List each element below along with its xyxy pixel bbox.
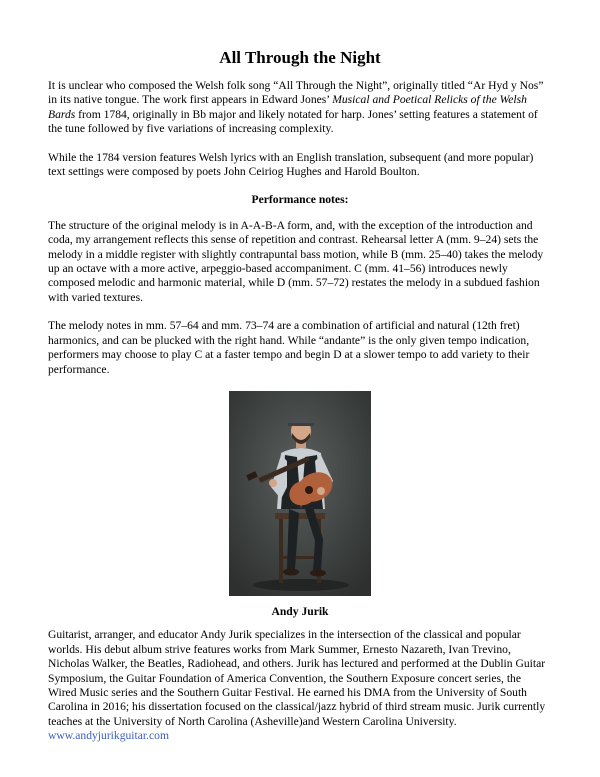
bio-paragraph [48, 628, 552, 743]
bio-text: Guitarist, arranger, and educator Andy Jurik specializes in the intersection of the classical and popular worlds. His debut album strive features works from Mark Summer, Ernesto Nazareth, Ivan Trevino, Nicholas Walker, the Beatles, Radiohead, and others. Jurik has lectured and performed at the Dublin Guitar Symposium, the Guitar Foundation of America Convention, the Southern Exposure concert series, the Wired Music series and the Southern Guitar Festival. He earned his DMA from the University of South Carolina in 2016; his dissertation focused on the classical/jazz hybrid of third stream music. Jurik currently teaches at the University of North Carolina (Asheville)and Western Carolina University. [48, 628, 546, 728]
photo-container [48, 391, 552, 596]
performance-notes-paragraph-1: The structure of the original melody is in A-A-B-A form, and, with the exception of the introduction and coda, my arrangement reflects this sense of repetition and contrast. Rehearsal letter A (mm. 9–24) sets the melody in a middle register with slightly contrapuntal bass motion, while B (mm. 25–40) takes the melody up an octave with a more active, arpeggio-based accompaniment. C (mm. 41–56) introduces newly composed melodic and harmonic material, while D (mm. 57–72) restates the melody in a subdued fashion with varied textures. [48, 218, 544, 304]
guitarist-photo [229, 391, 371, 596]
intro-text-end: from 1784, originally in Bb major and likely notated for harp. Jones’ setting features a statement of the tune followed by five variations of increasing complexity. [48, 107, 538, 136]
intro-paragraph-2: While the 1784 version features Welsh lyrics with an English translation, subsequent (and more popular) text settings were composed by poets John Ceiriog Hughes and Harold Boulton. [48, 150, 534, 179]
performance-notes-paragraph-2: The melody notes in mm. 57–64 and mm. 73–74 are a combination of artificial and natural (12th fret) harmonics, and can be plucked with the right hand. While “andante” is the only given tempo indication, performers may choose to play C at a faster tempo and begin D at a slower tempo to add variety to their performance. [48, 319, 530, 376]
intro-text-start: It is unclear who composed the Welsh folk song “All Through the Night”, originally titled “Ar Hyd y Nos” in its native tongue. The work first appears in Edward Jones’ [48, 79, 544, 107]
page-title: All Through the Night [219, 48, 381, 67]
website-link[interactable]: www.andyjurikguitar.com [48, 729, 169, 743]
performance-notes-heading: Performance notes: [251, 193, 349, 207]
bio-heading: Andy Jurik [271, 604, 329, 618]
intro-paragraph-1 [48, 79, 552, 137]
book-title: Musical and Poetical Relicks of the Welsh Bards [48, 93, 527, 121]
